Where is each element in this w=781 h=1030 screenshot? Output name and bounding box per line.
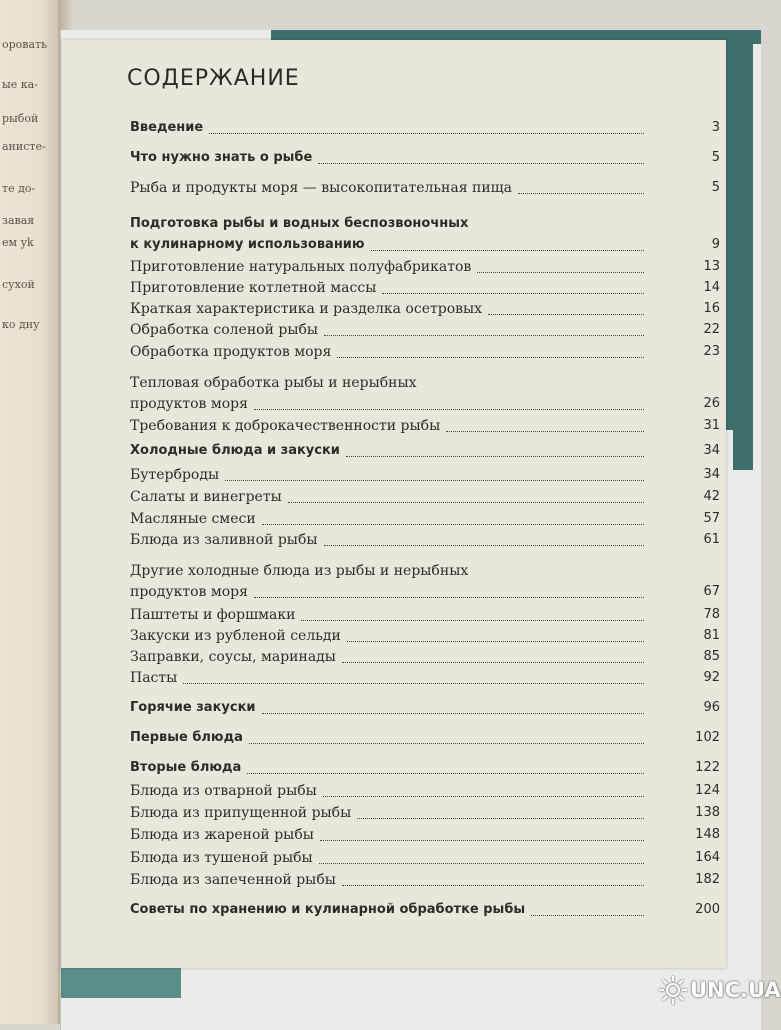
toc-entry [130,781,720,801]
toc-leader-dots [247,772,644,774]
toc-leader-dots [288,501,644,503]
toc-entry-label: Приготовление натуральных полуфабрикатов [130,259,472,275]
toc-leader-dots [371,249,644,251]
toc-entry [130,848,720,868]
toc-entry-label: продуктов моря [130,584,248,600]
toc-entry [130,530,720,550]
toc-entry [130,118,720,138]
toc-leader-dots [225,479,644,481]
toc-leader-dots [323,795,644,797]
toc-entry-label: Салаты и винегреты [130,489,282,505]
toc-entry [130,299,720,319]
toc-page-number: 122 [695,760,720,775]
toc-entry-label: Блюда из заливной рыбы [130,532,318,548]
toc-entry-label: Заправки, соусы, маринады [130,649,336,665]
left-page-text-fragment: завая [2,214,35,227]
cover-teal-stripe-bottom [61,968,181,998]
left-page-text-fragment: ко дну [2,318,40,331]
toc-page-number: 9 [711,237,720,252]
toc-entry [130,320,720,340]
left-page-text-fragment: рыбой [2,112,39,125]
toc-entry [130,257,720,277]
contents-page [62,40,726,968]
toc-entry-label: Советы по хранению и кулинарной обработке рыбы [130,902,526,917]
toc-leader-dots [183,682,644,684]
toc-entry-label: Краткая характеристика и разделка осетровых [130,301,483,317]
toc-leader-dots [488,313,644,315]
toc-page-number: 85 [703,649,720,664]
toc-page-number: 67 [703,584,720,599]
toc-page-number: 164 [695,850,720,865]
toc-entry [130,605,720,625]
toc-page-number: 5 [711,150,720,165]
toc-page-number: 92 [703,670,720,685]
toc-leader-dots [209,132,644,134]
left-page-text-fragment: ые ка- [2,78,38,91]
toc-page-number: 61 [703,532,720,547]
toc-leader-dots [318,162,644,164]
toc-leader-dots [324,544,644,546]
toc-page-number: 57 [703,511,720,526]
toc-leader-dots [262,712,644,714]
toc-entry-label-line1: Подготовка рыбы и водных беспозвоночных [130,216,469,231]
toc-leader-dots [446,430,644,432]
toc-entry [130,375,720,414]
toc-entry-label: продуктов моря [130,396,248,412]
toc-entry-label: Введение [130,120,204,135]
left-page-text-fragment: анисте- [2,140,46,153]
watermark [658,968,781,1012]
toc-entry-label: Первые блюда [130,730,243,745]
sun-logo-icon [658,975,688,1005]
toc-entry [130,563,720,602]
toc-entry [130,870,720,890]
toc-entry-label: Блюда из жареной рыбы [130,827,314,843]
toc-leader-dots [262,523,644,525]
toc-page-number: 34 [703,467,720,482]
toc-entry [130,278,720,298]
toc-entry [130,728,720,748]
page-title: СОДЕРЖАНИЕ [127,66,300,91]
toc-leader-dots [301,619,644,621]
toc-leader-dots [477,271,644,273]
left-page-text-fragment: оровать [2,38,48,51]
toc-entry-label: Горячие закуски [130,700,256,715]
toc-leader-dots [254,408,644,410]
toc-entry-label: Блюда из припущенной рыбы [130,805,352,821]
watermark-text: UNC.UA [690,978,781,1002]
toc-page-number: 31 [703,418,720,433]
toc-entry [130,825,720,845]
left-facing-page [0,0,59,1024]
toc-leader-dots [518,192,644,194]
toc-page-number: 16 [703,301,720,316]
toc-entry-label: Блюда из отварной рыбы [130,783,317,799]
toc-entry-label: Обработка соленой рыбы [130,322,319,338]
toc-leader-dots [337,356,644,358]
toc-page-number: 102 [695,730,720,745]
toc-leader-dots [342,661,644,663]
cover-teal-stripe-right-lower [733,430,753,470]
toc-entry [130,758,720,778]
toc-leader-dots [531,914,644,916]
toc-entry-label: Масляные смеси [130,511,256,527]
toc-leader-dots [254,596,644,598]
toc-page-number: 5 [711,180,720,195]
toc-page-number: 34 [703,443,720,458]
toc-entry [130,178,720,198]
toc-leader-dots [357,817,644,819]
toc-page-number: 124 [695,783,720,798]
toc-page-number: 3 [711,120,720,135]
toc-page-number: 148 [695,827,720,842]
toc-entry-label-line1: Другие холодные блюда из рыбы и нерыбных [130,563,469,579]
toc-leader-dots [249,742,644,744]
toc-entry-label: Приготовление котлетной массы [130,280,377,296]
toc-leader-dots [324,334,644,336]
left-page-text-fragment: сухой [2,278,35,291]
toc-leader-dots [342,884,644,886]
toc-entry [130,668,720,688]
toc-page-number: 81 [703,628,720,643]
toc-page-number: 182 [695,872,720,887]
toc-entry [130,698,720,718]
toc-entry-label: Пасты [130,670,178,686]
table-of-contents [62,40,726,968]
toc-entry [130,342,720,362]
toc-entry [130,148,720,168]
toc-entry [130,900,720,920]
toc-entry-label: Паштеты и форшмаки [130,607,296,623]
toc-page-number: 13 [703,259,720,274]
toc-page-number: 200 [695,902,720,917]
toc-entry [130,487,720,507]
toc-page-number: 14 [703,280,720,295]
toc-entry-label: Холодные блюда и закуски [130,443,340,458]
left-page-text-fragment: ем уk [2,236,34,249]
toc-leader-dots [319,862,644,864]
toc-page-number: 23 [703,344,720,359]
toc-entry-label: Вторые блюда [130,760,242,775]
toc-entry-label: Рыба и продукты моря — высокопитательная пища [130,180,513,196]
toc-page-number: 78 [703,607,720,622]
toc-page-number: 22 [703,322,720,337]
toc-entry-label: Требования к доброкачественности рыбы [130,418,441,434]
toc-entry-label: Что нужно знать о рыбе [130,150,313,165]
toc-page-number: 96 [703,700,720,715]
toc-page-number: 42 [703,489,720,504]
toc-entry [130,465,720,485]
toc-entry-label: к кулинарному использованию [130,237,365,252]
toc-page-number: 138 [695,805,720,820]
toc-entry-label: Закуски из рубленой сельди [130,628,341,644]
toc-entry [130,216,720,255]
toc-leader-dots [320,839,644,841]
toc-entry-label-line1: Тепловая обработка рыбы и нерыбных [130,375,417,391]
left-page-text-fragment: те до- [2,182,36,195]
toc-leader-dots [347,640,644,642]
toc-entry [130,647,720,667]
toc-entry-label: Обработка продуктов моря [130,344,332,360]
toc-entry-label: Блюда из тушеной рыбы [130,850,313,866]
toc-entry [130,626,720,646]
toc-page-number: 26 [703,396,720,411]
toc-entry [130,416,720,436]
toc-entry [130,509,720,529]
toc-leader-dots [382,292,644,294]
toc-entry [130,803,720,823]
toc-entry [130,441,720,461]
toc-entry-label: Бутерброды [130,467,220,483]
toc-leader-dots [346,455,644,457]
toc-entry-label: Блюда из запеченной рыбы [130,872,336,888]
